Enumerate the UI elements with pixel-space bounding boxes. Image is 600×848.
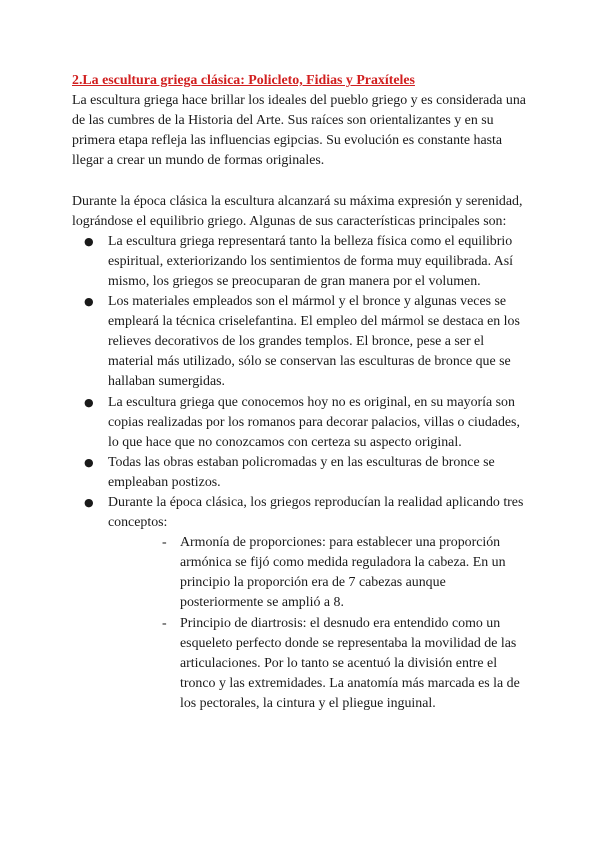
list-item-text: Durante la época clásica, los griegos reproducían la realidad aplicando tres conceptos: <box>108 494 524 531</box>
list-item: ● La escultura griega que conocemos hoy no es original, en su mayoría son copias realizadas por los romanos para decorar palacios, villas o ciudades, lo que hace que no conozcamos con certeza su aspecto original. <box>72 393 532 453</box>
characteristics-list <box>72 232 532 714</box>
list-item-with-subitems <box>72 493 532 714</box>
lead-paragraph: Durante la época clásica la escultura alcanzará su máxima expresión y serenidad, lográndose el equilibrio griego. Algunas de sus características principales son: <box>72 193 523 229</box>
sublist-item: - Principio de diartrosis: el desnudo era entendido como un esqueleto perfecto donde se representaba la movilidad de las articulaciones. Por lo tanto se acentuó la división entre el tronco y las extremidades. La anatomía más marcada es la de los pectorales, la cintura y el pliegue inguinal. <box>108 614 532 714</box>
paragraph-spacer <box>72 171 532 191</box>
list-item: ● Los materiales empleados son el mármol y el bronce y algunas veces se empleará la técnica criselefantina. El empleo del mármol se destaca en los relieves decorativos de los grandes templos. El bronce, pese a ser el material más utilizado, sólo se conservan las esculturas de bronce que se hallaban sumergidas. <box>72 292 532 392</box>
list-item: ● La escultura griega representará tanto la belleza física como el equilibrio espiritual, exteriorizando los sentimientos de forma muy equilibrada. Así mismo, los griegos se preocuparan de gran manera por el volumen. <box>72 232 532 292</box>
intro-paragraph: La escultura griega hace brillar los ideales del pueblo griego y es considerada una de las cumbres de la Historia del Arte. Sus raíces son orientalizantes y en su primera etapa refleja las influencias egipcias. Su evolución es constante hasta llegar a crear un mundo de formas originales. <box>72 93 526 169</box>
document-body <box>72 71 532 714</box>
concepts-sublist <box>108 533 532 714</box>
section-title: 2.La escultura griega clásica: Policleto, Fidias y Praxíteles <box>72 73 415 88</box>
sublist-item: - Armonía de proporciones: para establecer una proporción armónica se fijó como medida reguladora la cabeza. En un principio la proporción era de 7 cabezas aunque posteriormente se amplió a 8. <box>108 533 532 613</box>
list-item: ● Todas las obras estaban policromadas y en las esculturas de bronce se empleaban postizos. <box>72 453 532 493</box>
